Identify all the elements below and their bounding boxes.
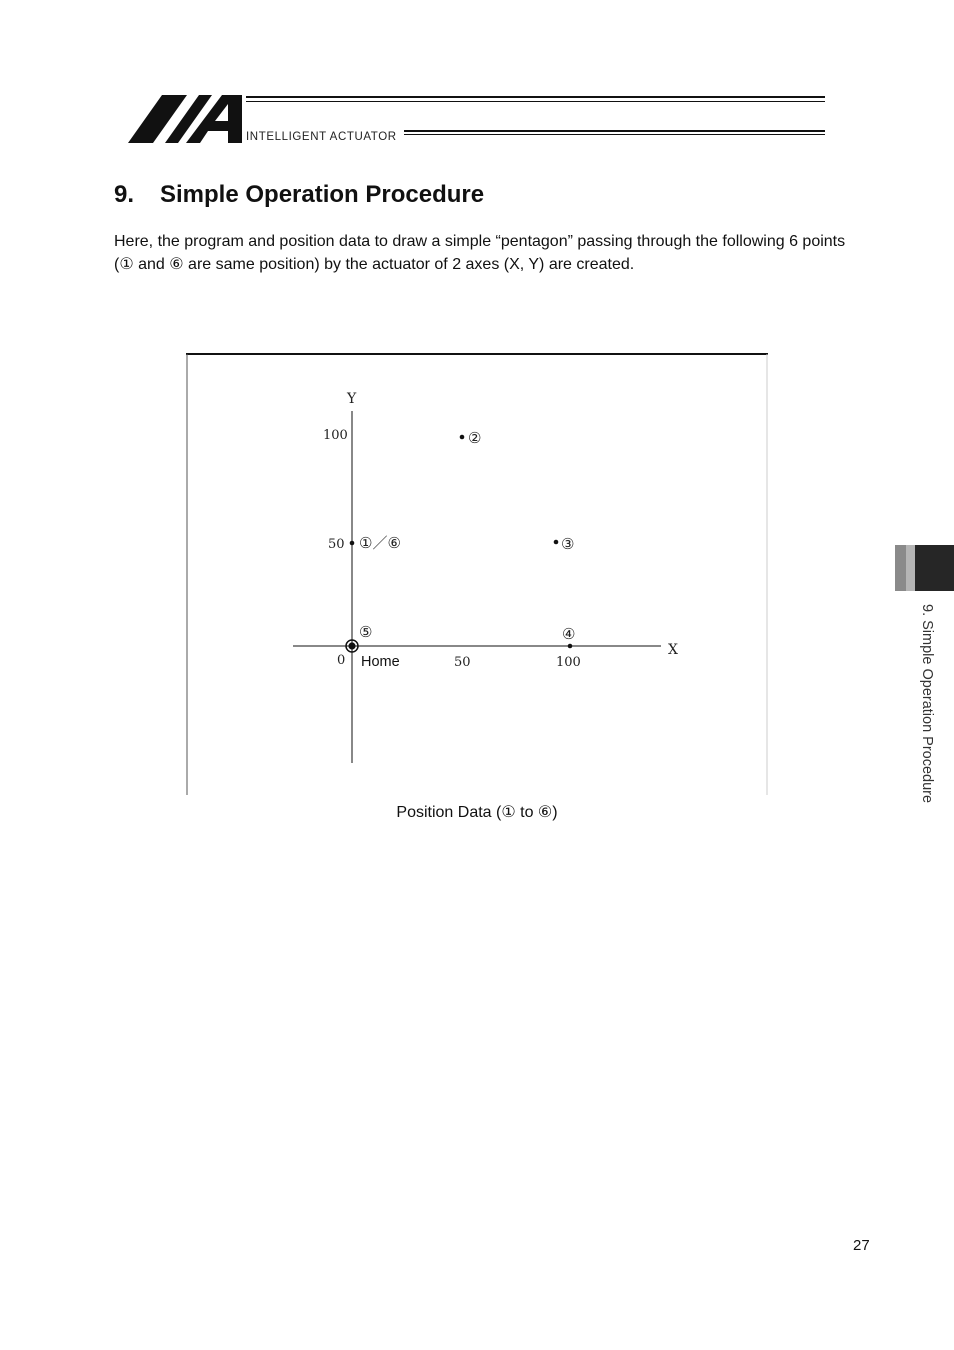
point-1-6-label: ①／⑥ (359, 534, 401, 552)
x-tick-50: 50 (454, 655, 471, 670)
iai-logo (126, 92, 248, 146)
point-2-dot (460, 435, 465, 440)
point-4-dot (568, 644, 573, 649)
brand-text: INTELLIGENT ACTUATOR (246, 131, 397, 143)
intro-paragraph: Here, the program and position data to draw a simple “pentagon” passing through the following 6 points (① and ⑥ are same position) by the actuator of 2 axes (X, Y) are created. (114, 233, 846, 273)
point-1-6-dot (350, 541, 355, 546)
section-number: 9. (114, 181, 135, 208)
point-2-label: ② (468, 429, 482, 447)
home-label: Home (361, 654, 400, 670)
page-number: 27 (853, 1237, 870, 1254)
side-tab-label: 9. Simple Operation Procedure (919, 604, 935, 804)
y-axis-label: Y (347, 391, 357, 407)
figure-caption: Position Data (① to ⑥) (396, 804, 558, 821)
y-tick-100: 100 (323, 428, 348, 443)
section-title: Simple Operation Procedure (160, 181, 485, 208)
x-tick-100: 100 (556, 655, 581, 670)
point-3-label: ③ (561, 535, 575, 553)
point-3-dot (554, 540, 559, 545)
point-5-label: ⑤ (359, 623, 373, 641)
chapter-tab (895, 545, 954, 591)
y-tick-50: 50 (328, 537, 345, 552)
page-title (114, 181, 484, 209)
position-diagram (186, 353, 768, 795)
origin-label: 0 (337, 653, 346, 668)
x-axis-label: X (668, 642, 678, 658)
point-4-label: ④ (562, 625, 576, 643)
